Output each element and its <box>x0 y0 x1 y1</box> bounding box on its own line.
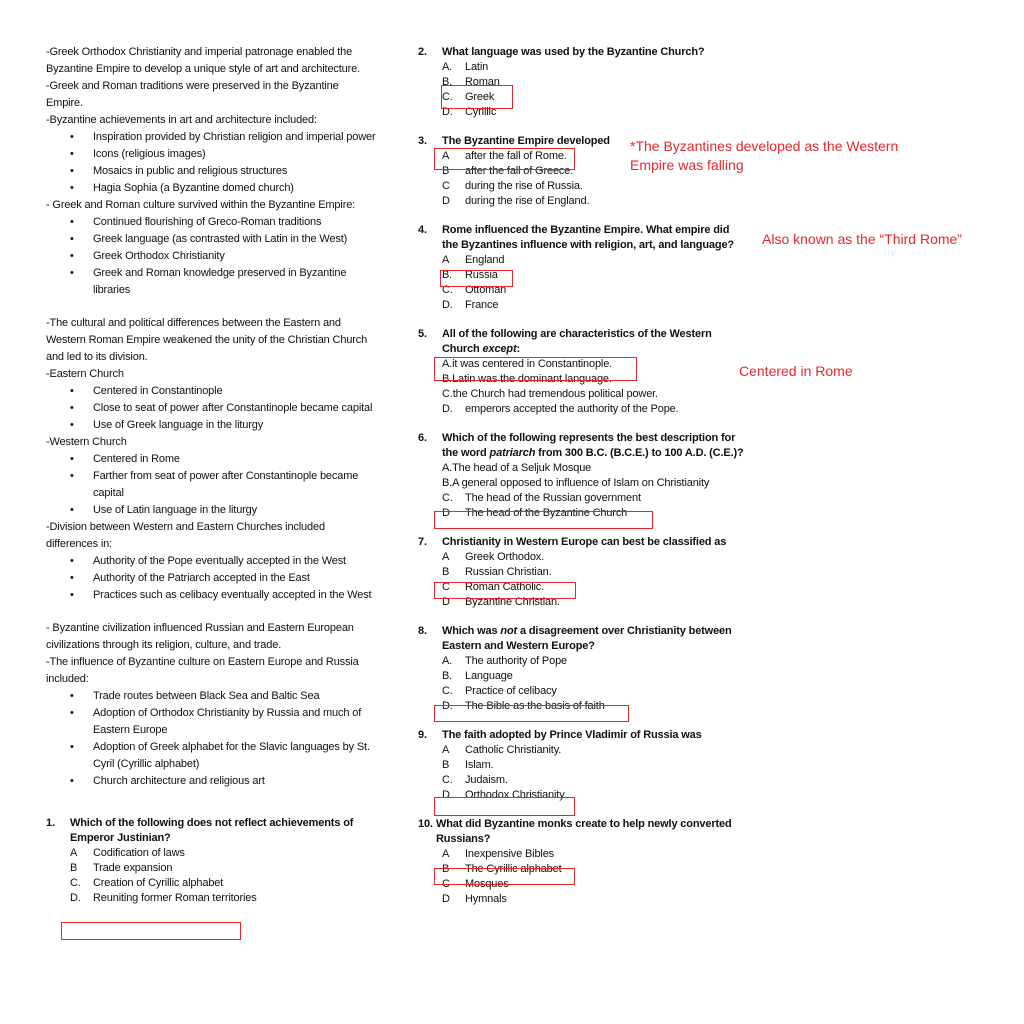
list-item: • Greek Orthodox Christianity <box>46 248 376 265</box>
question-number: 5. <box>418 328 427 340</box>
notes-column <box>46 44 376 920</box>
q5-annotation: Centered in Rome <box>739 363 853 379</box>
answer-option-selected[interactable]: B The Cyrillic alphabet <box>442 863 562 875</box>
question-number: 10. <box>418 818 433 830</box>
question-7 <box>418 535 748 610</box>
list-item: • Mosaics in public and religious structures <box>46 163 376 180</box>
questions-column <box>418 45 748 921</box>
answer-option[interactable]: C. Judaism. <box>442 774 508 786</box>
question-number: 1. <box>46 817 55 829</box>
eastern-list <box>46 383 376 434</box>
answer-option[interactable]: C.the Church had tremendous political power. <box>442 388 658 400</box>
q3-annotation: *The Byzantines developed as the Western Empire was falling <box>630 138 899 173</box>
question-number: 4. <box>418 224 427 236</box>
list-item: • Practices such as celibacy eventually accepted in the West <box>46 587 376 604</box>
list-item: • Continued flourishing of Greco-Roman traditions <box>46 214 376 231</box>
question-number: 2. <box>418 46 427 58</box>
question-4 <box>418 223 748 313</box>
question-text: The faith adopted by Prince Vladimir of Russia was <box>442 729 702 741</box>
answer-option[interactable]: D. France <box>442 299 499 311</box>
list-item: • Farther from seat of power after Constantinople became capital <box>46 468 376 502</box>
answer-option[interactable]: A Codification of laws <box>70 847 185 859</box>
question-number: 9. <box>418 729 427 741</box>
list-item: • Church architecture and religious art <box>46 773 376 790</box>
answer-option-selected[interactable]: D. The Bible as the basis of faith <box>442 700 605 712</box>
question-emphasis: except <box>482 343 517 355</box>
answer-option[interactable]: C. The head of the Russian government <box>442 492 641 504</box>
answer-option[interactable]: B Russian Christian. <box>442 566 552 578</box>
answer-option[interactable]: A Catholic Christianity. <box>442 744 562 756</box>
list-item: • Greek language (as contrasted with Latin in the West) <box>46 231 376 248</box>
question-emphasis: patriarch <box>489 447 536 459</box>
answer-option[interactable]: C. Ottoman <box>442 284 507 296</box>
answer-option[interactable]: C Mosques <box>442 878 509 890</box>
question-text: What did Byzantine monks create to help newly converted Russians? <box>436 818 732 845</box>
list-item: • Icons (religious images) <box>46 146 376 163</box>
list-item: • Close to seat of power after Constantinople became capital <box>46 400 376 417</box>
question-5: 5. All of the following are characteristics of the Western Church except: A.it was centered in Constantinople. B.Latin was the dominant language. C.the Church had tremendous political power. D. emperors accepted the authority of the Pope. <box>418 327 748 417</box>
answer-option-selected[interactable]: C Roman Catholic. <box>442 581 545 593</box>
answer-option-selected[interactable]: D. Orthodox Christianity. <box>442 789 567 801</box>
answer-option[interactable]: A. Latin <box>442 61 489 73</box>
question-text: Which of the following does not reflect achievements of Emperor Justinian? <box>70 817 354 844</box>
culture-list <box>46 214 376 299</box>
answer-option[interactable]: B. Roman <box>442 76 500 88</box>
q4-annotation: Also known as the “Third Rome” <box>762 231 962 247</box>
answer-option[interactable]: B.Latin was the dominant language. <box>442 373 612 385</box>
list-item: • Adoption of Orthodox Christianity by Russia and much of Eastern Europe <box>46 705 376 739</box>
list-item: • Adoption of Greek alphabet for the Slavic languages by St. Cyril (Cyrillic alphabet) <box>46 739 376 773</box>
division-heading: -Division between Western and Eastern Churches included differences in: <box>46 521 325 550</box>
influence-heading: -The influence of Byzantine culture on Eastern Europe and Russia included: <box>46 656 359 685</box>
notes-intro-2: -Greek and Roman traditions were preserved in the Byzantine Empire. <box>46 80 339 109</box>
list-item: • Greek and Roman knowledge preserved in Byzantine libraries <box>46 265 376 299</box>
list-item: • Hagia Sophia (a Byzantine domed church) <box>46 180 376 197</box>
answer-option-selected[interactable]: D The head of the Byzantine Church <box>442 507 628 519</box>
question-number: 6. <box>418 432 427 444</box>
influence-paragraph: - Byzantine civilization influenced Russian and Eastern European civilizations through its religion, culture, and trade. <box>46 622 354 651</box>
question-text: Rome influenced the Byzantine Empire. What empire did the Byzantines influence with religion, art, and language? <box>442 224 735 251</box>
question-text: Which was <box>442 625 501 637</box>
question-10 <box>418 817 748 907</box>
question-6: 6. Which of the following represents the best description for the word patriarch from 300 B.C. (B.C.E.) to 100 A.D. (C.E.)? A.The head of a Seljuk Mosque B.A general opposed to influence of Islam on Christianity C. The head of the Russian government D The head of the Byzantine Church <box>418 431 748 521</box>
answer-option[interactable]: D. Cyrillic <box>442 106 497 118</box>
question-text: Christianity in Western Europe can best be classified as <box>442 536 727 548</box>
question-number: 8. <box>418 625 427 637</box>
list-item: • Authority of the Patriarch accepted in the East <box>46 570 376 587</box>
art-heading: -Byzantine achievements in art and architecture included: <box>46 114 317 126</box>
answer-option[interactable]: A Inexpensive Bibles <box>442 848 555 860</box>
answer-option-selected[interactable]: C. Greek <box>442 91 495 103</box>
answer-option[interactable]: D Hymnals <box>442 893 507 905</box>
art-list <box>46 129 376 197</box>
question-text: All of the following are characteristics of the Western Church <box>442 328 712 355</box>
answer-highlight-box <box>61 922 241 940</box>
answer-option[interactable]: A.The head of a Seljuk Mosque <box>442 462 592 474</box>
influence-list <box>46 688 376 790</box>
question-emphasis: not <box>500 625 518 637</box>
western-heading: -Western Church <box>46 436 127 448</box>
answer-option[interactable]: A England <box>442 254 505 266</box>
list-item: • Authority of the Pope eventually accepted in the West <box>46 553 376 570</box>
split-paragraph: -The cultural and political differences between the Eastern and Western Roman Empire weakened the unity of the Christian Church and led to its division. <box>46 317 368 363</box>
western-list <box>46 451 376 519</box>
answer-option[interactable]: B. Language <box>442 670 513 682</box>
answer-option[interactable]: B after the fall of Greece. <box>442 165 574 177</box>
answer-option-selected[interactable]: B. Russia <box>442 269 498 281</box>
eastern-heading: -Eastern Church <box>46 368 124 380</box>
question-text: The Byzantine Empire developed <box>442 135 610 147</box>
answer-option[interactable]: A. The authority of Pope <box>442 655 568 667</box>
answer-option-selected[interactable]: C. Creation of Cyrillic alphabet <box>70 877 224 889</box>
list-item: • Centered in Constantinople <box>46 383 376 400</box>
list-item: • Inspiration provided by Christian religion and imperial power <box>46 129 376 146</box>
question-2 <box>418 45 748 120</box>
answer-option-selected[interactable]: A.it was centered in Constantinople. <box>442 358 613 370</box>
answer-option[interactable]: D. emperors accepted the authority of the Pope. <box>442 403 679 415</box>
notes-intro-1: -Greek Orthodox Christianity and imperial patronage enabled the Byzantine Empire to develop a unique style of art and architecture. <box>46 46 361 75</box>
answer-option[interactable]: B Islam. <box>442 759 494 771</box>
answer-option-selected[interactable]: A after the fall of Rome. <box>442 150 567 162</box>
list-item: • Use of Latin language in the liturgy <box>46 502 376 519</box>
culture-heading: - Greek and Roman culture survived within the Byzantine Empire: <box>46 199 356 211</box>
question-9 <box>418 728 748 803</box>
answer-option[interactable]: D Byzantine Christian. <box>442 596 560 608</box>
list-item: • Centered in Rome <box>46 451 376 468</box>
question-text: What language was used by the Byzantine Church? <box>442 46 705 58</box>
question-number: 7. <box>418 536 427 548</box>
question-8: 8. Which was not a disagreement over Christianity between Eastern and Western Europe? A. The authority of Pope B. Language C. Practice of celibacy D. The Bible as the basis of faith <box>418 624 748 714</box>
division-list <box>46 553 376 604</box>
question-number: 3. <box>418 135 427 147</box>
answer-option[interactable]: B.A general opposed to influence of Islam on Christianity <box>442 477 710 489</box>
list-item: • Use of Greek language in the liturgy <box>46 417 376 434</box>
list-item: • Trade routes between Black Sea and Baltic Sea <box>46 688 376 705</box>
answer-option[interactable]: D. Reuniting former Roman territories <box>70 892 257 904</box>
answer-option[interactable]: C during the rise of Russia. <box>442 180 583 192</box>
answer-option[interactable]: B Trade expansion <box>70 862 173 874</box>
question-text: Which of the following represents the best description for the word <box>442 432 736 459</box>
question-1 <box>46 816 376 906</box>
answer-option[interactable]: D during the rise of England. <box>442 195 590 207</box>
answer-option[interactable]: C. Practice of celibacy <box>442 685 557 697</box>
answer-option[interactable]: A Greek Orthodox. <box>442 551 545 563</box>
